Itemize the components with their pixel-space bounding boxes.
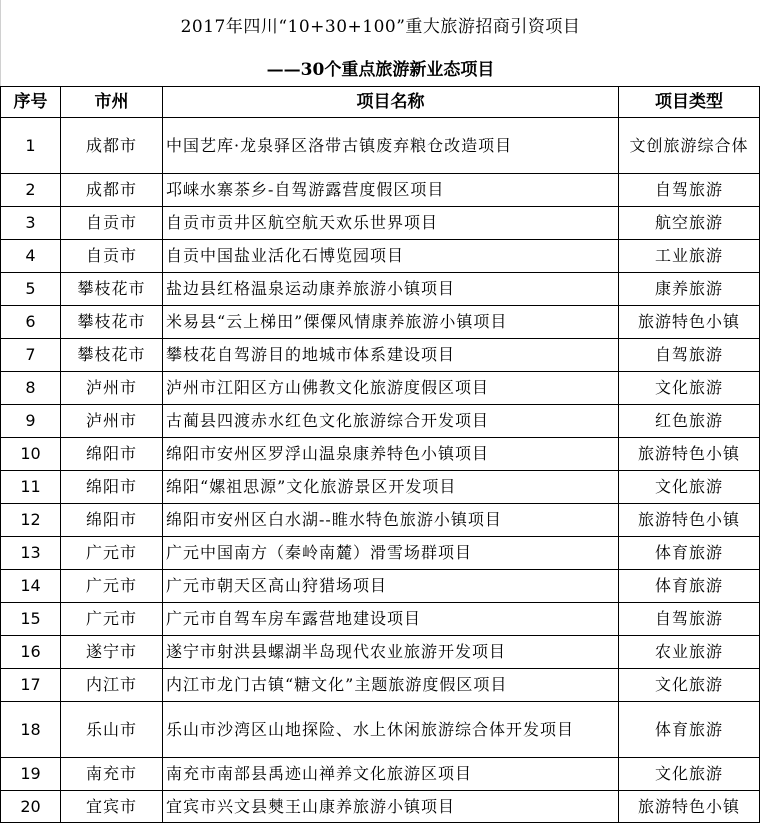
row-number-cell[interactable]: 2 <box>1 174 61 207</box>
city-cell[interactable]: 广元市 <box>61 570 163 603</box>
city-cell[interactable]: 泸州市 <box>61 372 163 405</box>
project-name-cell[interactable]: 盐边县红格温泉运动康养旅游小镇项目 <box>163 273 619 306</box>
table-row <box>1 758 760 791</box>
project-type-cell[interactable]: 体育旅游 <box>619 537 760 570</box>
table-row <box>1 504 760 537</box>
project-name-cell[interactable]: 邛崃水寨茶乡-自驾游露营度假区项目 <box>163 174 619 207</box>
row-number-cell[interactable]: 13 <box>1 537 61 570</box>
city-cell[interactable]: 成都市 <box>61 118 163 174</box>
project-type-cell[interactable]: 农业旅游 <box>619 636 760 669</box>
page-subtitle: ——30个重点旅游新业态项目 <box>0 48 760 86</box>
project-type-cell[interactable]: 自驾旅游 <box>619 339 760 372</box>
row-number-cell[interactable]: 14 <box>1 570 61 603</box>
row-number-cell[interactable]: 10 <box>1 438 61 471</box>
row-number-cell[interactable]: 5 <box>1 273 61 306</box>
page-title: 2017年四川“10+30+100”重大旅游招商引资项目 <box>0 0 760 48</box>
table-row <box>1 471 760 504</box>
row-number-cell[interactable]: 1 <box>1 118 61 174</box>
row-number-cell[interactable]: 12 <box>1 504 61 537</box>
project-name-cell[interactable]: 自贡市贡井区航空航天欢乐世界项目 <box>163 207 619 240</box>
project-name-cell[interactable]: 绵阳市安州区白水湖--睢水特色旅游小镇项目 <box>163 504 619 537</box>
project-type-cell[interactable]: 工业旅游 <box>619 240 760 273</box>
header-city[interactable]: 市州 <box>61 87 163 118</box>
city-cell[interactable]: 泸州市 <box>61 405 163 438</box>
project-name-cell[interactable]: 内江市龙门古镇“糖文化”主题旅游度假区项目 <box>163 669 619 702</box>
project-type-cell[interactable]: 旅游特色小镇 <box>619 306 760 339</box>
city-cell[interactable]: 南充市 <box>61 758 163 791</box>
project-type-cell[interactable]: 自驾旅游 <box>619 603 760 636</box>
city-cell[interactable]: 绵阳市 <box>61 504 163 537</box>
city-cell[interactable]: 成都市 <box>61 174 163 207</box>
projects-table <box>0 86 760 823</box>
project-name-cell[interactable]: 中国艺库·龙泉驿区洛带古镇废弃粮仓改造项目 <box>163 118 619 174</box>
project-type-cell[interactable]: 旅游特色小镇 <box>619 504 760 537</box>
project-type-cell[interactable]: 体育旅游 <box>619 570 760 603</box>
project-type-cell[interactable]: 文化旅游 <box>619 669 760 702</box>
row-number-cell[interactable]: 6 <box>1 306 61 339</box>
table-row <box>1 405 760 438</box>
table-row <box>1 118 760 174</box>
project-type-cell[interactable]: 文化旅游 <box>619 471 760 504</box>
header-row <box>1 87 760 118</box>
table-row <box>1 791 760 823</box>
city-cell[interactable]: 乐山市 <box>61 702 163 758</box>
table-row <box>1 372 760 405</box>
table-row <box>1 339 760 372</box>
project-name-cell[interactable]: 攀枝花自驾游目的地城市体系建设项目 <box>163 339 619 372</box>
row-number-cell[interactable]: 18 <box>1 702 61 758</box>
row-number-cell[interactable]: 11 <box>1 471 61 504</box>
row-number-cell[interactable]: 9 <box>1 405 61 438</box>
row-number-cell[interactable]: 19 <box>1 758 61 791</box>
city-cell[interactable]: 自贡市 <box>61 207 163 240</box>
project-name-cell[interactable]: 遂宁市射洪县螺湖半岛现代农业旅游开发项目 <box>163 636 619 669</box>
project-name-cell[interactable]: 乐山市沙湾区山地探险、水上休闲旅游综合体开发项目 <box>163 702 619 758</box>
table-row <box>1 603 760 636</box>
table-row <box>1 240 760 273</box>
project-name-cell[interactable]: 广元市自驾车房车露营地建设项目 <box>163 603 619 636</box>
project-name-cell[interactable]: 宜宾市兴文县僰王山康养旅游小镇项目 <box>163 791 619 823</box>
table-row <box>1 702 760 758</box>
project-name-cell[interactable]: 绵阳“嫘祖思源”文化旅游景区开发项目 <box>163 471 619 504</box>
project-name-cell[interactable]: 绵阳市安州区罗浮山温泉康养特色小镇项目 <box>163 438 619 471</box>
city-cell[interactable]: 广元市 <box>61 537 163 570</box>
city-cell[interactable]: 攀枝花市 <box>61 339 163 372</box>
project-type-cell[interactable]: 自驾旅游 <box>619 174 760 207</box>
row-number-cell[interactable]: 8 <box>1 372 61 405</box>
table-row <box>1 669 760 702</box>
row-number-cell[interactable]: 7 <box>1 339 61 372</box>
project-type-cell[interactable]: 体育旅游 <box>619 702 760 758</box>
row-number-cell[interactable]: 17 <box>1 669 61 702</box>
city-cell[interactable]: 自贡市 <box>61 240 163 273</box>
table-row <box>1 273 760 306</box>
city-cell[interactable]: 内江市 <box>61 669 163 702</box>
project-type-cell[interactable]: 康养旅游 <box>619 273 760 306</box>
city-cell[interactable]: 攀枝花市 <box>61 306 163 339</box>
row-number-cell[interactable]: 4 <box>1 240 61 273</box>
row-number-cell[interactable]: 16 <box>1 636 61 669</box>
row-number-cell[interactable]: 20 <box>1 791 61 823</box>
table-row <box>1 306 760 339</box>
project-name-cell[interactable]: 泸州市江阳区方山佛教文化旅游度假区项目 <box>163 372 619 405</box>
city-cell[interactable]: 绵阳市 <box>61 471 163 504</box>
city-cell[interactable]: 广元市 <box>61 603 163 636</box>
table-row <box>1 537 760 570</box>
table-row <box>1 438 760 471</box>
table-row <box>1 570 760 603</box>
header-name[interactable]: 项目名称 <box>163 87 619 118</box>
project-type-cell[interactable]: 文化旅游 <box>619 372 760 405</box>
table-row <box>1 174 760 207</box>
row-number-cell[interactable]: 15 <box>1 603 61 636</box>
city-cell[interactable]: 绵阳市 <box>61 438 163 471</box>
table-row <box>1 636 760 669</box>
project-type-cell[interactable]: 旅游特色小镇 <box>619 791 760 823</box>
project-type-cell[interactable]: 文创旅游综合体 <box>619 118 760 174</box>
header-no[interactable]: 序号 <box>1 87 61 118</box>
project-name-cell[interactable]: 米易县“云上梯田”傈僳风情康养旅游小镇项目 <box>163 306 619 339</box>
project-name-cell[interactable]: 广元中国南方（秦岭南麓）滑雪场群项目 <box>163 537 619 570</box>
row-number-cell[interactable]: 3 <box>1 207 61 240</box>
project-name-cell[interactable]: 南充市南部县禹迹山禅养文化旅游区项目 <box>163 758 619 791</box>
project-name-cell[interactable]: 古蔺县四渡赤水红色文化旅游综合开发项目 <box>163 405 619 438</box>
table-row <box>1 207 760 240</box>
project-type-cell[interactable]: 旅游特色小镇 <box>619 438 760 471</box>
project-name-cell[interactable]: 广元市朝天区高山狩猎场项目 <box>163 570 619 603</box>
project-type-cell[interactable]: 航空旅游 <box>619 207 760 240</box>
city-cell[interactable]: 攀枝花市 <box>61 273 163 306</box>
project-name-cell[interactable]: 自贡中国盐业活化石博览园项目 <box>163 240 619 273</box>
city-cell[interactable]: 遂宁市 <box>61 636 163 669</box>
city-cell[interactable]: 宜宾市 <box>61 791 163 823</box>
header-type[interactable]: 项目类型 <box>619 87 760 118</box>
project-type-cell[interactable]: 文化旅游 <box>619 758 760 791</box>
project-type-cell[interactable]: 红色旅游 <box>619 405 760 438</box>
